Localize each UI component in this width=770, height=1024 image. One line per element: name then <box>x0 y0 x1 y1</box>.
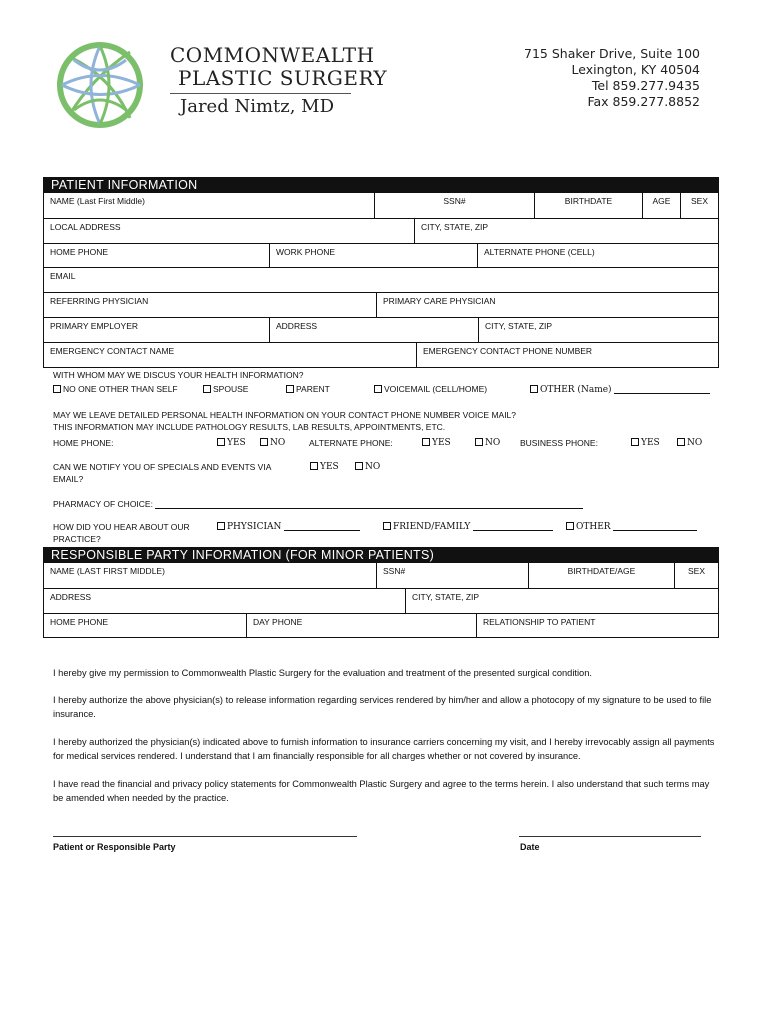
referring-physician-field[interactable]: REFERRING PHYSICIAN <box>50 296 149 307</box>
parent-option: PARENT <box>286 384 330 394</box>
patient-row-employer <box>44 317 718 342</box>
rp-home-phone-field[interactable]: HOME PHONE <box>50 616 109 627</box>
business-yes-option: YES <box>631 437 660 448</box>
date-line[interactable] <box>519 836 701 837</box>
home-no-checkbox[interactable] <box>260 438 268 446</box>
physician-checkbox[interactable] <box>217 522 225 530</box>
employer-address-field[interactable]: ADDRESS <box>269 318 478 342</box>
friend-checkbox[interactable] <box>383 522 391 530</box>
notify-no-option: NO <box>355 461 380 472</box>
alt-no-checkbox[interactable] <box>475 438 483 446</box>
patient-info-grid <box>43 193 719 368</box>
hear-question-line1: HOW DID YOU HEAR ABOUT OUR <box>53 522 190 532</box>
practice-address <box>520 46 700 110</box>
alt-phone-label: ALTERNATE PHONE: <box>309 438 393 448</box>
voicemail-question1: MAY WE LEAVE DETAILED PERSONAL HEALTH INFORMATION ON YOUR CONTACT PHONE NUMBER VOICE MAIL? <box>53 410 517 420</box>
friend-name-line[interactable] <box>473 521 553 531</box>
age-field[interactable]: AGE <box>642 193 680 218</box>
notify-question-line1: CAN WE NOTIFY YOU OF SPECIALS AND EVENTS VIA <box>53 462 272 472</box>
other-source-option: OTHER <box>566 521 697 532</box>
other-name-line[interactable] <box>614 384 710 394</box>
other-source-line[interactable] <box>613 521 697 531</box>
home-phone-field[interactable]: HOME PHONE <box>50 246 109 257</box>
primary-care-field[interactable]: PRIMARY CARE PHYSICIAN <box>376 293 718 317</box>
business-yes-checkbox[interactable] <box>631 438 639 446</box>
other-source-checkbox[interactable] <box>566 522 574 530</box>
pharmacy-row: PHARMACY OF CHOICE: <box>53 499 583 509</box>
pharmacy-input-line[interactable] <box>155 499 583 509</box>
city-state-zip-field[interactable]: CITY, STATE, ZIP <box>414 219 718 243</box>
consent-paragraph-3: I hereby authorized the physician(s) indicated above to furnish information to insurance carriers concerning my visit, and I hereby irrevocably assign all payments for medical services rendered. I understand that I am financially responsible for all charges whether or not covered by insurance. <box>53 737 715 761</box>
emergency-name-field[interactable]: EMERGENCY CONTACT NAME <box>50 345 175 356</box>
home-yes-option: YES <box>217 437 246 448</box>
alt-yes-checkbox[interactable] <box>422 438 430 446</box>
brand-line2: PLASTIC SURGERY <box>178 66 388 90</box>
spouse-option: SPOUSE <box>203 384 248 394</box>
discuss-options: NO ONE OTHER THAN SELF <box>53 384 178 394</box>
brand-line1: COMMONWEALTH <box>170 43 375 67</box>
rp-ssn-field[interactable]: SSN# <box>376 563 528 588</box>
home-phone-label: HOME PHONE: <box>53 438 114 448</box>
birthdate-field[interactable]: BIRTHDATE <box>534 193 642 218</box>
patient-row-emergency <box>44 342 718 367</box>
home-no-option: NO <box>260 437 285 448</box>
parent-checkbox[interactable] <box>286 385 294 393</box>
consent-paragraph-1: I hereby give my permission to Commonwealth Plastic Surgery for the evaluation and treatment of the presented surgical condition. <box>53 668 592 678</box>
doctor-name: Jared Nimtz, MD <box>180 96 335 117</box>
alt-yes-option: YES <box>422 437 451 448</box>
physician-name-line[interactable] <box>284 521 360 531</box>
signature-label: Patient or Responsible Party <box>53 842 176 852</box>
patient-row-phones <box>44 243 718 268</box>
fax: Fax 859.277.8852 <box>587 94 700 109</box>
business-no-option: NO <box>677 437 702 448</box>
other-option: OTHER (Name) <box>530 384 710 395</box>
patient-info-header: PATIENT INFORMATION <box>43 177 719 193</box>
rp-sex-field[interactable]: SEX <box>674 563 718 588</box>
responsible-party-header: RESPONSIBLE PARTY INFORMATION (FOR MINOR PATIENTS) <box>43 547 719 563</box>
hear-question-line2: PRACTICE? <box>53 534 101 544</box>
notify-question-line2: EMAIL? <box>53 474 84 484</box>
tel: Tel 859.277.9435 <box>591 78 700 93</box>
name-field[interactable]: NAME (Last First Middle) <box>50 196 145 206</box>
patient-row-name <box>44 193 718 218</box>
rp-city-field[interactable]: CITY, STATE, ZIP <box>405 589 718 613</box>
work-phone-field[interactable]: WORK PHONE <box>269 244 477 268</box>
rp-name-field[interactable]: NAME (LAST FIRST MIDDLE) <box>50 566 165 576</box>
rp-birthdate-field[interactable]: BIRTHDATE/AGE <box>528 563 674 588</box>
rp-address-field[interactable]: ADDRESS <box>50 591 92 602</box>
notify-yes-option: YES <box>310 461 339 472</box>
notify-yes-checkbox[interactable] <box>310 462 318 470</box>
alt-phone-field[interactable]: ALTERNATE PHONE (CELL) <box>477 244 718 268</box>
physician-option: PHYSICIAN <box>217 521 360 532</box>
rp-relationship-field[interactable]: RELATIONSHIP TO PATIENT <box>476 614 718 638</box>
business-no-checkbox[interactable] <box>677 438 685 446</box>
sex-field[interactable]: SEX <box>680 193 718 218</box>
patient-row-physicians <box>44 292 718 317</box>
spouse-checkbox[interactable] <box>203 385 211 393</box>
employer-field[interactable]: PRIMARY EMPLOYER <box>50 320 139 331</box>
consent-paragraph-4: I have read the financial and privacy policy statements for Commonwealth Plastic Surgery and agree to the terms herein. I also understand that such terms may be amended when needed by the practice. <box>53 779 710 803</box>
responsible-row-address <box>44 588 718 613</box>
address-line2: Lexington, KY 40504 <box>571 62 700 77</box>
friend-option: FRIEND/FAMILY <box>383 521 553 532</box>
practice-logo-icon <box>52 38 162 133</box>
responsible-row-phones <box>44 613 718 638</box>
business-phone-label: BUSINESS PHONE: <box>520 438 598 448</box>
email-field[interactable]: EMAIL <box>50 271 76 282</box>
voicemail-checkbox[interactable] <box>374 385 382 393</box>
ssn-field[interactable]: SSN# <box>374 193 534 218</box>
emergency-phone-field[interactable]: EMERGENCY CONTACT PHONE NUMBER <box>416 343 718 367</box>
consent-paragraph-2: I hereby authorize the above physician(s) to release information regarding services rendered by him/her and allow a photocopy of my signature to be used to file insurance. <box>53 695 712 719</box>
patient-row-email <box>44 267 718 292</box>
voicemail-option: VOICEMAIL (CELL/HOME) <box>374 384 487 394</box>
rp-day-phone-field[interactable]: DAY PHONE <box>246 614 476 638</box>
brand-divider <box>170 93 351 94</box>
notify-no-checkbox[interactable] <box>355 462 363 470</box>
employer-city-field[interactable]: CITY, STATE, ZIP <box>478 318 718 342</box>
signature-line[interactable] <box>53 836 357 837</box>
patient-row-address <box>44 218 718 243</box>
responsible-row-name <box>44 563 718 588</box>
no-one-checkbox[interactable] <box>53 385 61 393</box>
alt-no-option: NO <box>475 437 500 448</box>
voicemail-question2: THIS INFORMATION MAY INCLUDE PATHOLOGY RESULTS, LAB RESULTS, APPOINTMENTS, ETC. <box>53 422 446 432</box>
discuss-question: WITH WHOM MAY WE DISCUS YOUR HEALTH INFORMATION? <box>53 370 304 380</box>
local-address-field[interactable]: LOCAL ADDRESS <box>50 221 121 232</box>
other-checkbox[interactable] <box>530 385 538 393</box>
responsible-party-grid <box>43 563 719 638</box>
address-line1: 715 Shaker Drive, Suite 100 <box>524 46 700 61</box>
home-yes-checkbox[interactable] <box>217 438 225 446</box>
date-label: Date <box>520 842 540 852</box>
